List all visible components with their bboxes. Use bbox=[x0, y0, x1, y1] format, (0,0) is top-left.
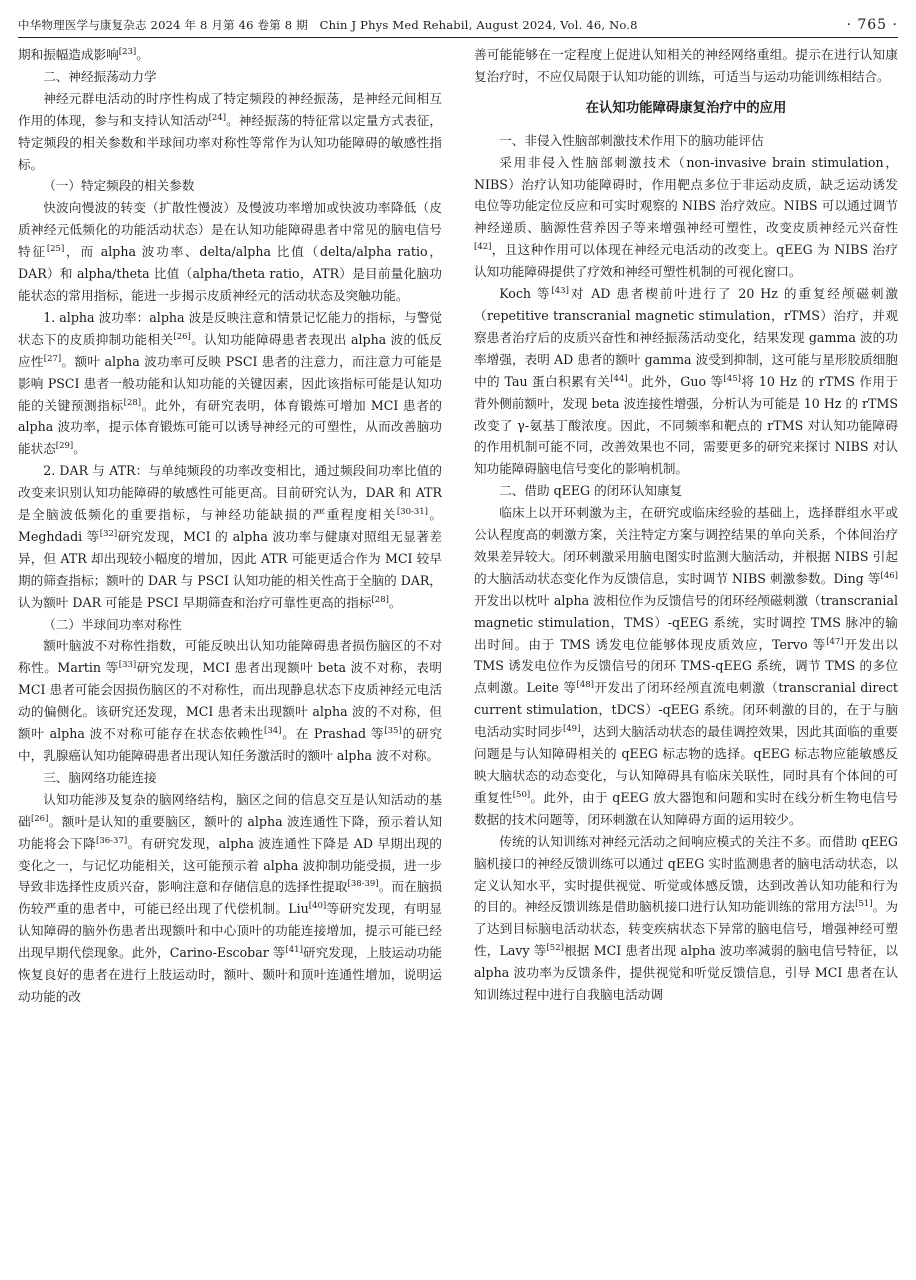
citation-ref: [46] bbox=[880, 570, 898, 581]
citation-ref: [24] bbox=[208, 112, 227, 123]
subsection-heading: 一、非侵入性脑部刺激技术作用下的脑功能评估 bbox=[499, 132, 764, 148]
citation-ref: [51] bbox=[855, 899, 873, 910]
citation-ref: [34] bbox=[264, 725, 282, 736]
section-heading: 在认知功能障碍康复治疗中的应用 bbox=[585, 100, 787, 116]
citation-ref: [40] bbox=[308, 901, 327, 912]
paragraph: 1. alpha 波功率：alpha 波是反映注意和情景记忆能力的指标，与警觉状态下的皮质抑制功能相关[26]。认知功能障碍患者表现出 alpha 波的低反应性[27]。额叶 alpha 波功率可反映 PSCI 患者的注意力，而注意力可能是影响 PSCI 患者一般功能和认知功能的关键因素，因此该指标可能是认知功能的关键预测指标[28]。此外，有研究表明，体育锻炼可增加 MCI 患者的 alpha 波功率，提示体育锻炼可能可以诱导神经元的可塑性，从而改善脑功能状态[29]。 bbox=[18, 309, 442, 457]
citation-ref: [47] bbox=[826, 636, 844, 647]
paragraph: 传统的认知训练对神经元活动之间响应模式的关注不多。而借助 qEEG 脑机接口的神经反馈训练可以通过 qEEG 实时监测患者的脑电活动状态，以定义认知水平，实时提供视觉、听觉或体感反馈，达到改善认知功能和行为的目的。神经反馈训练是借助脑机接口进行认知功能训练的常用方法[51]。为了达到目标脑电活动状态，转变疾病状态下异常的脑电信号，增强神经可塑性，Lavy 等[52]根据 MCI 患者出现 alpha 波功率减弱的脑电信号特征，以 alpha 波功率为反馈条件，提供视觉和听觉反馈信息，引导 MCI 患者在认知训练过程中进行自我脑电活动调 bbox=[474, 833, 898, 1003]
citation-ref: [23] bbox=[118, 46, 137, 57]
paragraph: 额叶脑波不对称性指数，可能反映出认知功能障碍患者损伤脑区的不对称性。Martin 等[33]研究发现，MCI 患者出现额叶 beta 波不对称，表明 MCI 患者可能会因损伤脑区的不对称性，而出现静息状态下皮质神经元电活动的偏侧化。该研究还发现，MCI 患者未出现额叶 alpha 波的不对称，但额叶 alpha 波不对称可能存在状态依赖性[34]。在 Prashad 等[35]的研究中，乳腺癌认知功能障碍患者出现认知任务激活时的额叶 alpha 波不对称。 bbox=[18, 638, 442, 763]
citation-ref: [35] bbox=[384, 725, 402, 736]
paragraph: Koch 等[43]对 AD 患者楔前叶进行了 20 Hz 的重复经颅磁刺激（repetitive transcranial magnetic stimulation，rTMS）治疗，并观察患者治疗后的皮质兴奋性和神经振荡活动变化，结果发现 gamma 波的功率增强，表明 AD 患者的额叶 gamma 波受到抑制，这可能与星形胶质细胞中的 Tau 蛋白积累有关[44]。此外，Guo 等[45]将 10 Hz 的 rTMS 作用于背外侧前额叶，发现 beta 波连接性增强，分析认为可能是 10 Hz 的 rTMS 改变了 γ-氨基丁酸浓度。因此，不同频率和靶点的 rTMS 对认知功能障碍的作用机制可能不同，改善效果也不同，需要更多的研究来探讨 NIBS 对认知功能障碍脑电信号变化的影响机制。 bbox=[474, 285, 898, 477]
citation-ref: [29] bbox=[55, 441, 74, 452]
citation-ref: [42] bbox=[474, 242, 492, 253]
paragraph: 神经元群电活动的时序性构成了特定频段的神经振荡，是神经元间相互作用的体现，参与和支持认知活动[24]。神经振荡的特征常以定量方式表征，特定频段的相关参数和半球间功率对称性等常作为认知功能障碍的敏感性指标。 bbox=[18, 90, 442, 172]
citation-ref: [48] bbox=[576, 680, 594, 691]
paragraph: 快波向慢波的转变（扩散性慢波）及慢波功率增加或快波功率降低（皮质神经元低频化的功能活动状态）是在认知功能障碍患者中常见的脑电信号特征[25]，而 alpha 波功率、delta/alpha 比值（delta/alpha ratio，DAR）和 alpha/theta 比值（alpha/theta ratio，ATR）是目前量化脑功能状态的常用指标，能进一步揭示皮质神经元的活动状态及突触功能。 bbox=[18, 200, 442, 303]
left-column bbox=[18, 44, 442, 1270]
citation-ref: [52] bbox=[546, 943, 564, 954]
subsection-heading: （二）半球间功率对称性 bbox=[43, 616, 182, 632]
citation-ref: [44] bbox=[610, 373, 628, 384]
citation-ref: [32] bbox=[99, 528, 118, 539]
citation-ref: [38-39] bbox=[347, 879, 379, 890]
citation-ref: [26] bbox=[173, 331, 191, 342]
citation-ref: [36-37] bbox=[96, 835, 128, 846]
citation-ref: [45] bbox=[723, 373, 741, 384]
paragraph-continuation: 期和振幅造成影响[23]。 bbox=[18, 46, 149, 62]
citation-ref: [26] bbox=[30, 813, 49, 824]
subsection-heading: 二、神经振荡动力学 bbox=[43, 68, 157, 84]
paragraph-continuation: 善可能能够在一定程度上促进认知相关的神经网络重组。提示在进行认知康复治疗时，不应仅局限于认知功能的训练，可适当与运动功能训练相结合。 bbox=[474, 47, 898, 84]
citation-ref: [30-31] bbox=[396, 506, 428, 517]
right-column bbox=[474, 44, 898, 1270]
citation-ref: [33] bbox=[118, 660, 137, 671]
paragraph: 认知功能涉及复杂的脑网络结构，脑区之间的信息交互是认知活动的基础[26]。额叶是认知的重要脑区，额叶的 alpha 波连通性下降，预示着认知功能将会下降[36-37]。有研究发现，alpha 波连通性下降是 AD 早期出现的变化之一，与记忆功能相关，这可能预示着 alpha 波抑制功能受损，进一步导致非选择性皮质兴奋，影响注意和存储信息的选择性提取[38-39]。而在脑损伤较严重的患者中，可能已经出现了代偿机制。Liu[40]等研究发现，有明显认知障碍的脑外伤患者出现额叶和中心顶叶的功能连接增加，提示可能已经出现早期代偿现象。此外，Carino-Escobar 等[41]研究发现，上肢运动功能恢复良好的患者在进行上肢运动时，额叶、颞叶和顶叶连通性增加，说明运动功能的改 bbox=[18, 791, 442, 1004]
citation-ref: [27] bbox=[43, 353, 62, 364]
citation-ref: [49] bbox=[562, 724, 581, 734]
running-header bbox=[18, 12, 898, 38]
citation-ref: [50] bbox=[512, 789, 531, 800]
paragraph: 采用非侵入性脑部刺激技术（non-invasive brain stimulation，NIBS）治疗认知功能障碍时，作用靶点多位于非运动皮质，缺乏运动诱发电位等功能定位反应和可实时观察的 NIBS 治疗效应。NIBS 可以通过调节神经递质、脑源性营养因子等来增强神经可塑性，改变皮质神经元兴奋性[42]，且这种作用可以体现在神经元电活动的改变上。qEEG 为 NIBS 治疗认知功能障碍提供了疗效和神经可塑性机制的可视化窗口。 bbox=[474, 154, 898, 280]
citation-ref: [43] bbox=[551, 285, 569, 296]
journal-citation: 中华物理医学与康复杂志 2024 年 8 月第 46 卷第 8 期 Chin J Phys Med Rehabil, August 2024, Vol. 46, No.8 bbox=[18, 18, 638, 32]
paragraph: 2. DAR 与 ATR：与单纯频段的功率改变相比，通过频段间功率比值的改变来识别认知功能障碍的敏感性可能更高。目前研究认为，DAR 和 ATR 是全脑波低频化的重要指标，与神经功能缺损的严重程度相关[30-31]。Meghdadi 等[32]研究发现，MCI 的 alpha 波功率与健康对照组无显著差异，但 ATR 却出现较小幅度的增加，因此 ATR 可能更适合作为 MCI 较早期的筛查指标；额叶的 DAR 与 PSCI 认知功能的相关性高于全脑的 DAR，认为额叶 DAR 可能是 PSCI 早期筛查和治疗可靠性更高的指标[28]。 bbox=[18, 463, 442, 610]
subsection-heading: （一）特定频段的相关参数 bbox=[43, 178, 195, 194]
page-number: · 765 · bbox=[846, 17, 898, 33]
citation-ref: [28] bbox=[371, 594, 389, 605]
citation-ref: [25] bbox=[46, 243, 65, 254]
paragraph: 临床上以开环刺激为主，在研究或临床经验的基础上，选择群组水平或公认程度高的刺激方案，关注特定方案与调控结果的单向关系，个体间治疗效果差异较大。闭环刺激采用脑电图实时监测大脑活动，并根据 NIBS 引起的大脑活动状态变化作为反馈信息，实时调节 NIBS 刺激参数。Ding 等[46]开发出以枕叶 alpha 波相位作为反馈信号的闭环经颅磁刺激（transcranial magnetic stimulation，TMS）-qEEG 系统，实时调控 TMS 脉冲的输出时间。由于 TMS 诱发电位能够体现皮质效应，Tervo 等[47]开发出以 TMS 诱发电位作为反馈信号的闭环 TMS-qEEG 系统，调节 TMS 的多位点刺激。Leite 等[48]开发出了闭环经颅直流电刺激（transcranial direct current stimulation，tDCS）-qEEG 系统。闭环刺激的目的，在于与脑电活动实时同步[49]，达到大脑活动状态的最佳调控效果，因此其面临的重要问题是与认知障碍相关的 qEEG 标志物的选择。qEEG 标志物应能敏感反映大脑状态的动态变化，与认知障碍具有临床关联性，同时具有个体间的可重复性[50]。此外，由于 qEEG 放大器饱和问题和实时在线分析生物电信号数据的技术问题等，闭环刺激在认知障碍方面的运用较少。 bbox=[474, 505, 898, 827]
subsection-heading: 二、借助 qEEG 的闭环认知康复 bbox=[499, 483, 683, 499]
citation-ref: [28] bbox=[123, 397, 142, 408]
citation-ref: [41] bbox=[285, 944, 303, 955]
subsection-heading: 三、脑网络功能连接 bbox=[43, 769, 157, 785]
